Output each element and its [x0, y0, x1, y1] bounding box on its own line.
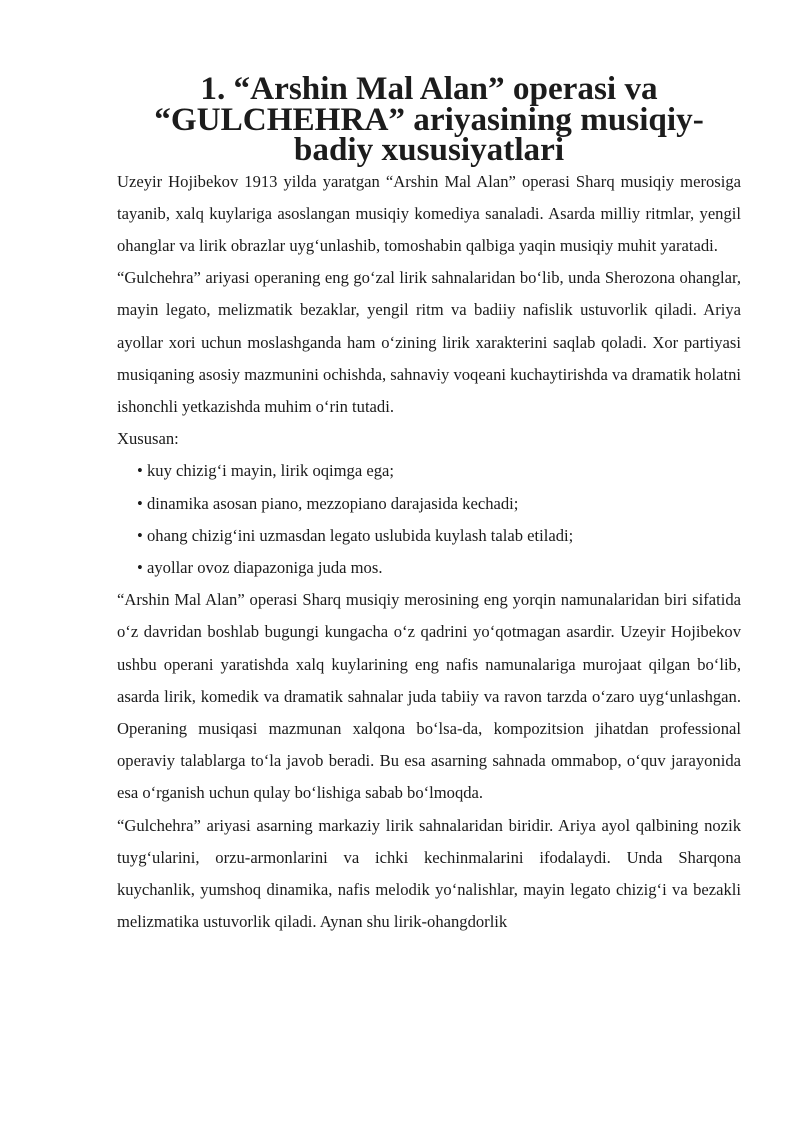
bullet-icon: •	[137, 557, 143, 577]
list-item	[117, 455, 741, 487]
paragraph-opera-heritage: “Arshin Mal Alan” operasi Sharq musiqiy merosining eng yorqin namunalaridan biri sifatida o‘z davridan boshlab bugungi kungacha o‘z qadrini yo‘qotmagan asardir. Uzeyir Hojibekov ushbu operani yaratishda xalq kuylarining eng nafis namunalariga murojaat qilgan bo‘lib, asarda lirik, komedik va dramatik sahnalar juda tabiiy va ravon tarzda o‘zaro uyg‘unlashgan. Operaning musiqasi mazmunan xalqona bo‘lsa-da, kompozitsion jihatdan professional operaviy talablarga to‘la javob beradi. Bu esa asarning sahnada ommabop, o‘quv jarayonida esa o‘rganish uchun qulay bo‘lishiga sabab bo‘lmoqda.	[117, 590, 741, 803]
bullet-icon: •	[137, 461, 143, 481]
section-heading: 1. “Arshin Mal Alan” operasi va “GULCHEHRA” ariyasining musiqiy-badiy xususiyatlari	[154, 70, 704, 168]
paragraph-gulchehra-aria: “Gulchehra” ariyasi operaning eng go‘zal lirik sahnalaridan bo‘lib, unda Sherozona ohanglar, mayin legato, melizmatik bezaklar, yengil ritm va badiiy nafislik ustuvorlik qiladi. Ariya ayollar xori uchun moslashganda ham o‘zining lirik xarakterini saqlab qoladi. Xor partiyasi musiqaning asosiy mazmunini ochishda, sahnaviy voqeani kuchaytirishda va dramatik holatni ishonchli yetkazishda muhim o‘rin tutadi.	[117, 268, 741, 416]
list-item-text: ayollar ovoz diapazoniga juda mos.	[147, 557, 383, 577]
paragraph-intro: Uzeyir Hojibekov 1913 yilda yaratgan “Arshin Mal Alan” operasi Sharq musiqiy merosiga tayanib, xalq kuylariga asoslangan musiqiy komediya sanaladi. Asarda milliy ritmlar, yengil ohanglar va lirik obrazlar uyg‘unlashib, tomoshabin qalbiga yaqin musiqiy muhit yaratadi.	[117, 171, 741, 255]
list-item-text: ohang chizig‘ini uzmasdan legato uslubida kuylash talab etiladi;	[147, 525, 574, 545]
list-item	[117, 488, 741, 520]
paragraph-aria-central: “Gulchehra” ariyasi asarning markaziy lirik sahnalaridan biridir. Ariya ayol qalbining nozik tuyg‘ularini, orzu-armonlarini va ichki kechinmalarini ifodalaydi. Unda Sharqona kuychanlik, yumshoq dinamika, nafis melodik yo‘nalishlar, mayin legato chizig‘i va bezakli melizmatika ustuvorlik qiladi. Aynan shu lirik-ohangdorlik	[117, 815, 741, 932]
list-item	[117, 552, 741, 584]
bullet-icon: •	[137, 493, 143, 513]
bullet-icon: •	[137, 525, 143, 545]
paragraph-list-lead: Xususan:	[117, 429, 179, 449]
features-list	[117, 455, 741, 584]
document-body	[117, 70, 741, 938]
list-item	[117, 520, 741, 552]
list-item-text: kuy chizig‘i mayin, lirik oqimga ega;	[147, 461, 395, 481]
list-item-text: dinamika asosan piano, mezzopiano darajasida kechadi;	[147, 493, 519, 513]
